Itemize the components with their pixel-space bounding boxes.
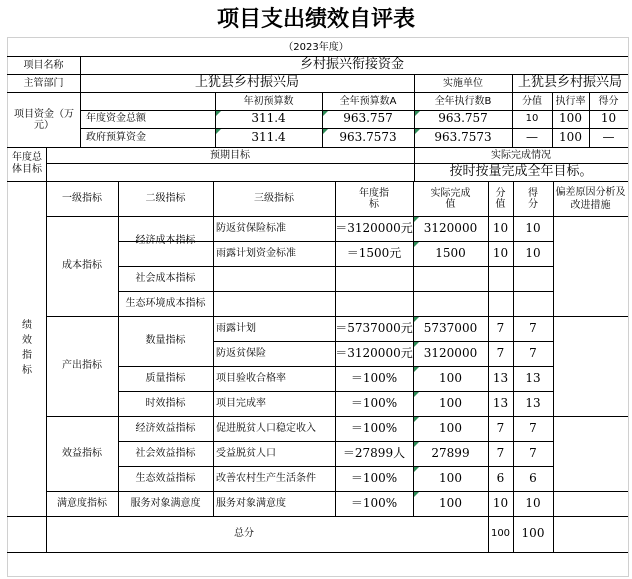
level3-cell[interactable]: 雨露计划资金标准 — [216, 247, 296, 259]
ind-header-deviation: 偏差原因分析及改进措施 — [555, 187, 626, 211]
deviation-cell[interactable] — [553, 416, 628, 441]
actual-cell[interactable]: 27899 — [431, 445, 470, 460]
level3-cell[interactable]: 促进脱贫人口稳定收入 — [216, 422, 316, 434]
target-cell[interactable] — [335, 291, 413, 316]
level2-service-satisfaction: 服务对象满意度 — [130, 497, 201, 509]
project-name-value[interactable]: 乡村振兴衔接资金 — [299, 57, 404, 73]
funds-cell[interactable]: 311.4 — [251, 111, 286, 126]
score-value-cell[interactable]: 6 — [496, 470, 505, 485]
level3-cell[interactable] — [213, 291, 335, 316]
ind-header-target: 年度指标 — [359, 187, 389, 210]
ind-header-score: 得分 — [528, 187, 538, 210]
funds-header-executed: 全年执行数B — [434, 95, 492, 107]
score-cell[interactable]: 7 — [529, 445, 537, 460]
level3-cell[interactable]: 防返贫保险 — [216, 347, 266, 359]
project-name-label: 项目名称 — [23, 59, 64, 71]
funds-cell[interactable]: 10 — [600, 111, 617, 126]
score-cell[interactable]: 7 — [529, 420, 537, 435]
deviation-cell[interactable] — [553, 316, 628, 341]
total-score-value[interactable]: 100 — [490, 528, 511, 540]
performance-indicator-label: 绩效指标 — [22, 320, 32, 376]
expected-target-text[interactable] — [46, 164, 414, 181]
dept-value[interactable]: 上犹县乡村振兴局 — [194, 75, 299, 91]
deviation-cell[interactable] — [553, 291, 628, 316]
actual-cell[interactable]: 100 — [439, 395, 462, 410]
level3-cell[interactable]: 项目验收合格率 — [216, 372, 286, 384]
actual-cell[interactable]: 3120000 — [423, 220, 478, 235]
level2-eco-cost: 生态环境成本指标 — [125, 297, 206, 309]
score-value-cell[interactable]: 10 — [492, 495, 509, 510]
funds-header-initial: 年初预算数 — [243, 95, 294, 107]
ind-header-level3: 三级指标 — [254, 193, 294, 205]
target-cell[interactable]: ＝27899人 — [342, 445, 406, 460]
target-cell[interactable]: ＝3120000元 — [335, 220, 413, 235]
ind-header-level2: 二级指标 — [145, 193, 186, 205]
year-label: （2023年度） — [283, 41, 349, 53]
overall-target-label: 年度总体目标 — [12, 152, 42, 175]
level2-timeliness: 时效指标 — [145, 397, 186, 409]
deviation-cell[interactable] — [553, 491, 628, 516]
dept-label: 主管部门 — [23, 77, 64, 89]
deviation-cell[interactable] — [553, 266, 628, 291]
funds-header-score-value: 分值 — [522, 95, 542, 107]
actual-cell[interactable]: 100 — [439, 495, 462, 510]
funds-header-full-year: 全年预算数A — [339, 95, 397, 107]
score-value-cell[interactable]: 10 — [492, 220, 509, 235]
level3-cell[interactable]: 受益脱贫人口 — [216, 447, 276, 459]
score-value-cell[interactable] — [488, 291, 513, 316]
score-cell[interactable]: 13 — [525, 370, 541, 385]
funds-header-score: 得分 — [598, 95, 619, 107]
actual-cell[interactable]: 100 — [439, 470, 462, 485]
actual-cell[interactable]: 5737000 — [423, 320, 478, 335]
level3-cell[interactable] — [213, 266, 335, 291]
level1-cost: 成本指标 — [62, 260, 102, 272]
target-cell[interactable]: ＝100% — [350, 470, 398, 485]
target-cell[interactable]: ＝1500元 — [346, 245, 402, 260]
ind-header-actual: 实际完成值 — [430, 187, 471, 210]
score-value-cell[interactable]: 7 — [496, 420, 505, 435]
target-cell[interactable]: ＝5737000元 — [335, 320, 413, 335]
score-value-cell[interactable]: 7 — [496, 345, 505, 360]
actual-cell[interactable]: 100 — [439, 420, 462, 435]
level1-satisfaction: 满意度指标 — [57, 497, 107, 509]
actual-cell[interactable]: 1500 — [435, 245, 466, 260]
score-value-cell[interactable]: 13 — [492, 395, 509, 410]
score-cell[interactable]: 10 — [525, 220, 541, 235]
target-cell[interactable]: ＝100% — [350, 420, 398, 435]
total-score[interactable]: 100 — [521, 526, 545, 541]
funds-cell[interactable]: — — [602, 129, 615, 144]
level1-benefit: 效益指标 — [62, 447, 102, 459]
level2-economic-benefit: 经济效益指标 — [135, 422, 196, 434]
deviation-cell[interactable] — [553, 391, 628, 416]
score-cell[interactable] — [513, 291, 553, 316]
funds-row-label: 年度资金总额 — [86, 113, 146, 125]
score-cell[interactable]: 10 — [525, 495, 541, 510]
score-value-cell[interactable] — [488, 266, 513, 291]
expected-target-label: 预期目标 — [210, 149, 250, 161]
deviation-cell[interactable] — [553, 216, 628, 241]
ind-header-level1: 一级指标 — [62, 193, 102, 205]
actual-cell[interactable]: 3120000 — [423, 345, 478, 360]
funds-cell[interactable]: 963.7573 — [434, 129, 492, 144]
level3-cell[interactable]: 服务对象满意度 — [216, 497, 286, 509]
score-value-cell[interactable]: 10 — [492, 245, 509, 260]
target-cell[interactable]: ＝100% — [350, 395, 398, 410]
actual-cell[interactable] — [413, 291, 488, 316]
funds-cell[interactable]: — — [526, 129, 538, 144]
funds-cell[interactable]: 100 — [559, 129, 582, 144]
score-cell[interactable]: 13 — [525, 395, 541, 410]
level2-eco-benefit: 生态效益指标 — [135, 472, 196, 484]
target-cell[interactable]: ＝3120000元 — [335, 345, 413, 360]
level2-social-cost: 社会成本指标 — [135, 272, 196, 284]
funds-label: 项目资金（万元） — [14, 108, 74, 131]
level3-cell[interactable]: 改善农村生产生活条件 — [216, 472, 316, 484]
target-cell[interactable] — [335, 266, 413, 291]
funds-row-label: 政府预算资金 — [86, 131, 146, 143]
funds-cell[interactable]: 311.4 — [251, 129, 286, 144]
actual-cell[interactable]: 100 — [439, 370, 462, 385]
total-label: 总分 — [234, 528, 254, 540]
level2-economic-cost: 经济成本指标 — [135, 235, 196, 247]
funds-cell[interactable]: 10 — [525, 113, 539, 125]
actual-completion-text[interactable]: 按时按量完成全年目标。 — [449, 164, 593, 180]
score-cell[interactable]: 6 — [529, 470, 537, 485]
funds-cell[interactable]: 963.757 — [438, 111, 488, 126]
deviation-cell[interactable] — [553, 466, 628, 491]
target-cell[interactable]: ＝100% — [350, 495, 398, 510]
score-cell[interactable]: 7 — [529, 320, 537, 335]
level3-cell[interactable]: 防返贫保险标准 — [216, 222, 286, 234]
score-value-cell[interactable]: 13 — [492, 370, 509, 385]
score-cell[interactable]: 7 — [529, 345, 537, 360]
ind-header-score-value: 分值 — [495, 187, 506, 210]
funds-cell[interactable]: 963.757 — [343, 111, 393, 126]
table-title: 项目支出绩效自评表 — [216, 7, 415, 33]
level3-cell[interactable]: 雨露计划 — [216, 322, 256, 334]
score-value-cell[interactable]: 7 — [496, 445, 505, 460]
deviation-cell[interactable] — [553, 441, 628, 466]
level2-quality: 质量指标 — [145, 372, 186, 384]
deviation-cell[interactable] — [553, 366, 628, 391]
level2-social-benefit: 社会效益指标 — [135, 447, 196, 459]
funds-header-exec-rate: 执行率 — [555, 95, 586, 107]
funds-cell[interactable]: 963.7573 — [339, 129, 397, 144]
deviation-cell[interactable] — [553, 341, 628, 366]
level3-cell[interactable]: 项目完成率 — [216, 397, 266, 409]
impl-value[interactable]: 上犹县乡村振兴局 — [517, 75, 622, 91]
target-cell[interactable]: ＝100% — [350, 370, 398, 385]
deviation-cell[interactable] — [553, 241, 628, 266]
score-value-cell[interactable]: 7 — [496, 320, 505, 335]
actual-completion-label: 实际完成情况 — [491, 149, 551, 161]
score-cell[interactable] — [513, 266, 553, 291]
impl-label: 实施单位 — [443, 77, 483, 89]
actual-cell[interactable] — [413, 266, 488, 291]
level2-quantity: 数量指标 — [145, 335, 186, 347]
level1-output: 产出指标 — [62, 360, 102, 372]
score-cell[interactable]: 10 — [525, 245, 541, 260]
funds-cell[interactable]: 100 — [559, 111, 582, 126]
